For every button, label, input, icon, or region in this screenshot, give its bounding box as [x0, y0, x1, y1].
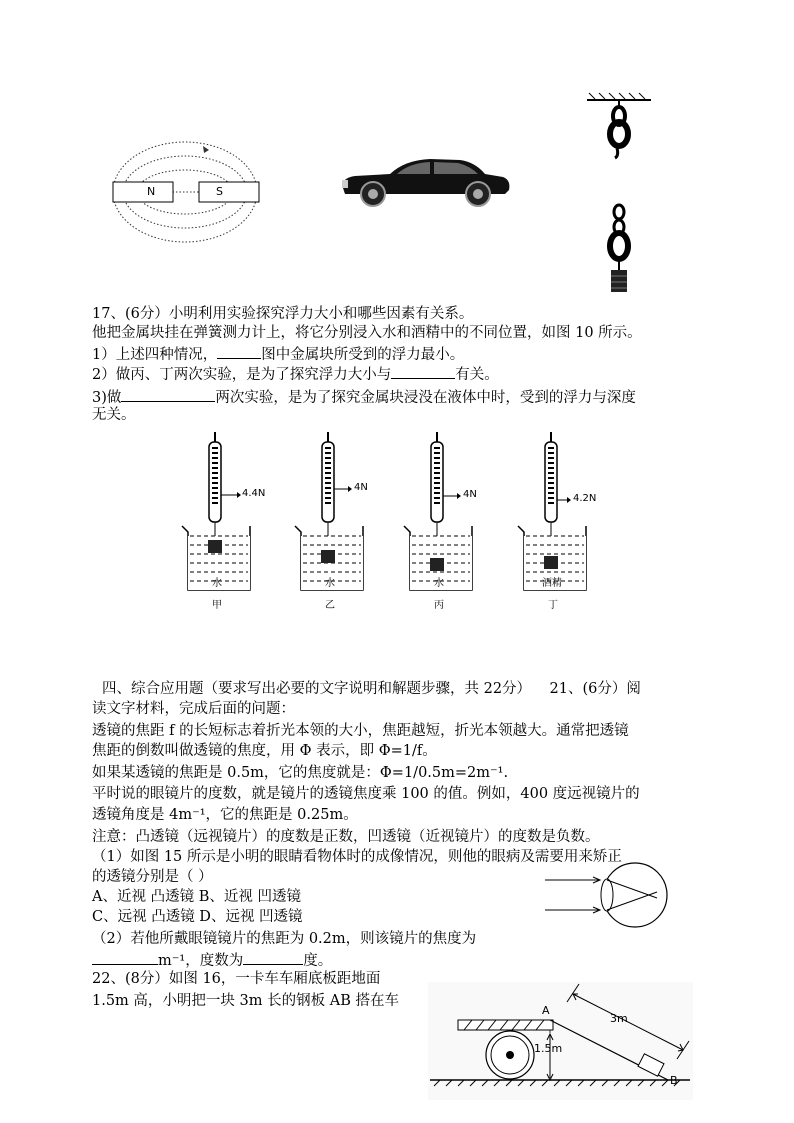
beaker-caption-2: 乙 — [325, 600, 335, 611]
beaker-apparatus-2 — [293, 430, 393, 595]
ramp-height-label: 1.5m — [534, 1042, 563, 1055]
q22-line1: 22、(8分）如图 16，一卡车车厢底板距地面 — [92, 971, 381, 987]
spring-reading-3: 4N — [463, 489, 477, 500]
hanging-spring-figure — [585, 92, 655, 297]
q1-line1: （1）如图 15 所示是小明的眼睛看物体时的成像情况，则他的眼病及需要用来矫正 — [92, 849, 622, 865]
q1-line2: 的透镜分别是（ ） — [92, 869, 213, 885]
option-cd: C、远视 凸透镜 D、远视 凹透镜 — [92, 909, 303, 925]
beaker-caption-4: 丁 — [548, 600, 558, 611]
eye-figure — [545, 862, 675, 932]
q21-start: 21、(6分）阅 — [549, 681, 641, 697]
q17-part2-blank[interactable] — [391, 364, 455, 379]
section4-heading: 四、综合应用题（要求写出必要的文字说明和解题步骤，共 22分） — [102, 681, 532, 697]
magnet-south-label: S — [216, 185, 223, 198]
note: 注意：凸透镜（远视镜片）的度数是正数，凹透镜（近视镜片）的度数是负数。 — [92, 829, 600, 845]
q17-part3-pre: 3)做 — [92, 390, 122, 406]
liquid-label-4: 酒精 — [542, 578, 562, 589]
q2-line2 — [92, 950, 332, 971]
beaker-caption-1: 甲 — [212, 600, 222, 611]
q2-degree-blank[interactable] — [243, 950, 303, 965]
q17-part1 — [92, 344, 464, 365]
beaker-apparatus-1 — [180, 430, 280, 595]
q17-part3-blank[interactable] — [121, 387, 215, 402]
q17-part1-pre: 1）上述四种情况， — [92, 347, 218, 363]
spring-reading-4: 4.2N — [573, 493, 597, 504]
liquid-label-1: 水 — [212, 578, 222, 589]
q2-unit: m⁻¹，度数为 — [158, 953, 244, 969]
beaker-apparatus-3 — [402, 430, 502, 595]
q21-cont: 读文字材料，完成后面的问题： — [92, 701, 295, 717]
q2-focal-power-blank[interactable] — [92, 950, 158, 965]
q2-line1: （2）若他所戴眼镜镜片的焦距为 0.2m，则该镜片的焦度为 — [92, 931, 477, 947]
para3-line1: 平时说的眼镜片的度数，就是镜片的透镜焦度乘 100 的值。例如，400 度远视镜片的 — [92, 786, 640, 802]
q17-title: 17、(6分）小明利用实验探究浮力大小和哪些因素有关系。 — [92, 306, 474, 322]
liquid-label-2: 水 — [325, 578, 335, 589]
liquid-label-3: 水 — [434, 578, 444, 589]
magnet-north-label: N — [147, 185, 156, 198]
q17-part3-post: 两次实验，是为了探究金属块浸没在液体中时，受到的浮力与深度 — [215, 390, 636, 406]
ramp-figure — [428, 982, 693, 1100]
ramp-point-b: B — [670, 1074, 678, 1087]
spring-reading-2: 4N — [354, 482, 368, 493]
beaker-caption-3: 丙 — [434, 600, 444, 611]
q17-part3 — [92, 387, 636, 408]
ramp-length-label: 3m — [610, 1012, 628, 1025]
q17-part2-pre: 2）做丙、丁两次实验，是为了探究浮力大小与 — [92, 367, 392, 383]
beaker-apparatus-4 — [516, 430, 616, 595]
bar-magnet-figure — [105, 140, 265, 245]
q17-intro: 他把金属块挂在弹簧测力计上，将它分别浸入水和酒精中的不同位置，如图 10 所示。 — [92, 325, 642, 341]
q2-end: 度。 — [303, 953, 333, 969]
q17-part2 — [92, 364, 499, 385]
spring-reading-1: 4.4N — [242, 488, 266, 499]
car-image — [335, 150, 515, 210]
ramp-point-a: A — [542, 1004, 550, 1017]
buoyancy-figure — [180, 430, 600, 615]
para2: 如果某透镜的焦距是 0.5m，它的焦度就是：Φ=1/0.5m=2m⁻¹. — [92, 765, 509, 781]
para1-line1: 透镜的焦距 f 的长短标志着折光本领的大小，焦距越短，折光本领越大。通常把透镜 — [92, 723, 629, 739]
q17-part1-blank[interactable] — [217, 344, 261, 359]
q22-line2: 1.5m 高，小明把一块 3m 长的钢板 AB 搭在车 — [92, 993, 399, 1009]
para3-line2: 透镜角度是 4m⁻¹，它的焦距是 0.25m。 — [92, 807, 358, 823]
option-ab: A、近视 凸透镜 B、近视 凹透镜 — [92, 889, 301, 905]
section4-heading-line — [102, 680, 641, 699]
q17-part3-cont: 无关。 — [92, 407, 136, 423]
q17-part2-post: 有关。 — [455, 367, 499, 383]
para1-line2: 焦距的倒数叫做透镜的焦度，用 Φ 表示，即 Φ=1/f。 — [92, 743, 437, 759]
q17-part1-post: 图中金属块所受到的浮力最小。 — [261, 347, 465, 363]
